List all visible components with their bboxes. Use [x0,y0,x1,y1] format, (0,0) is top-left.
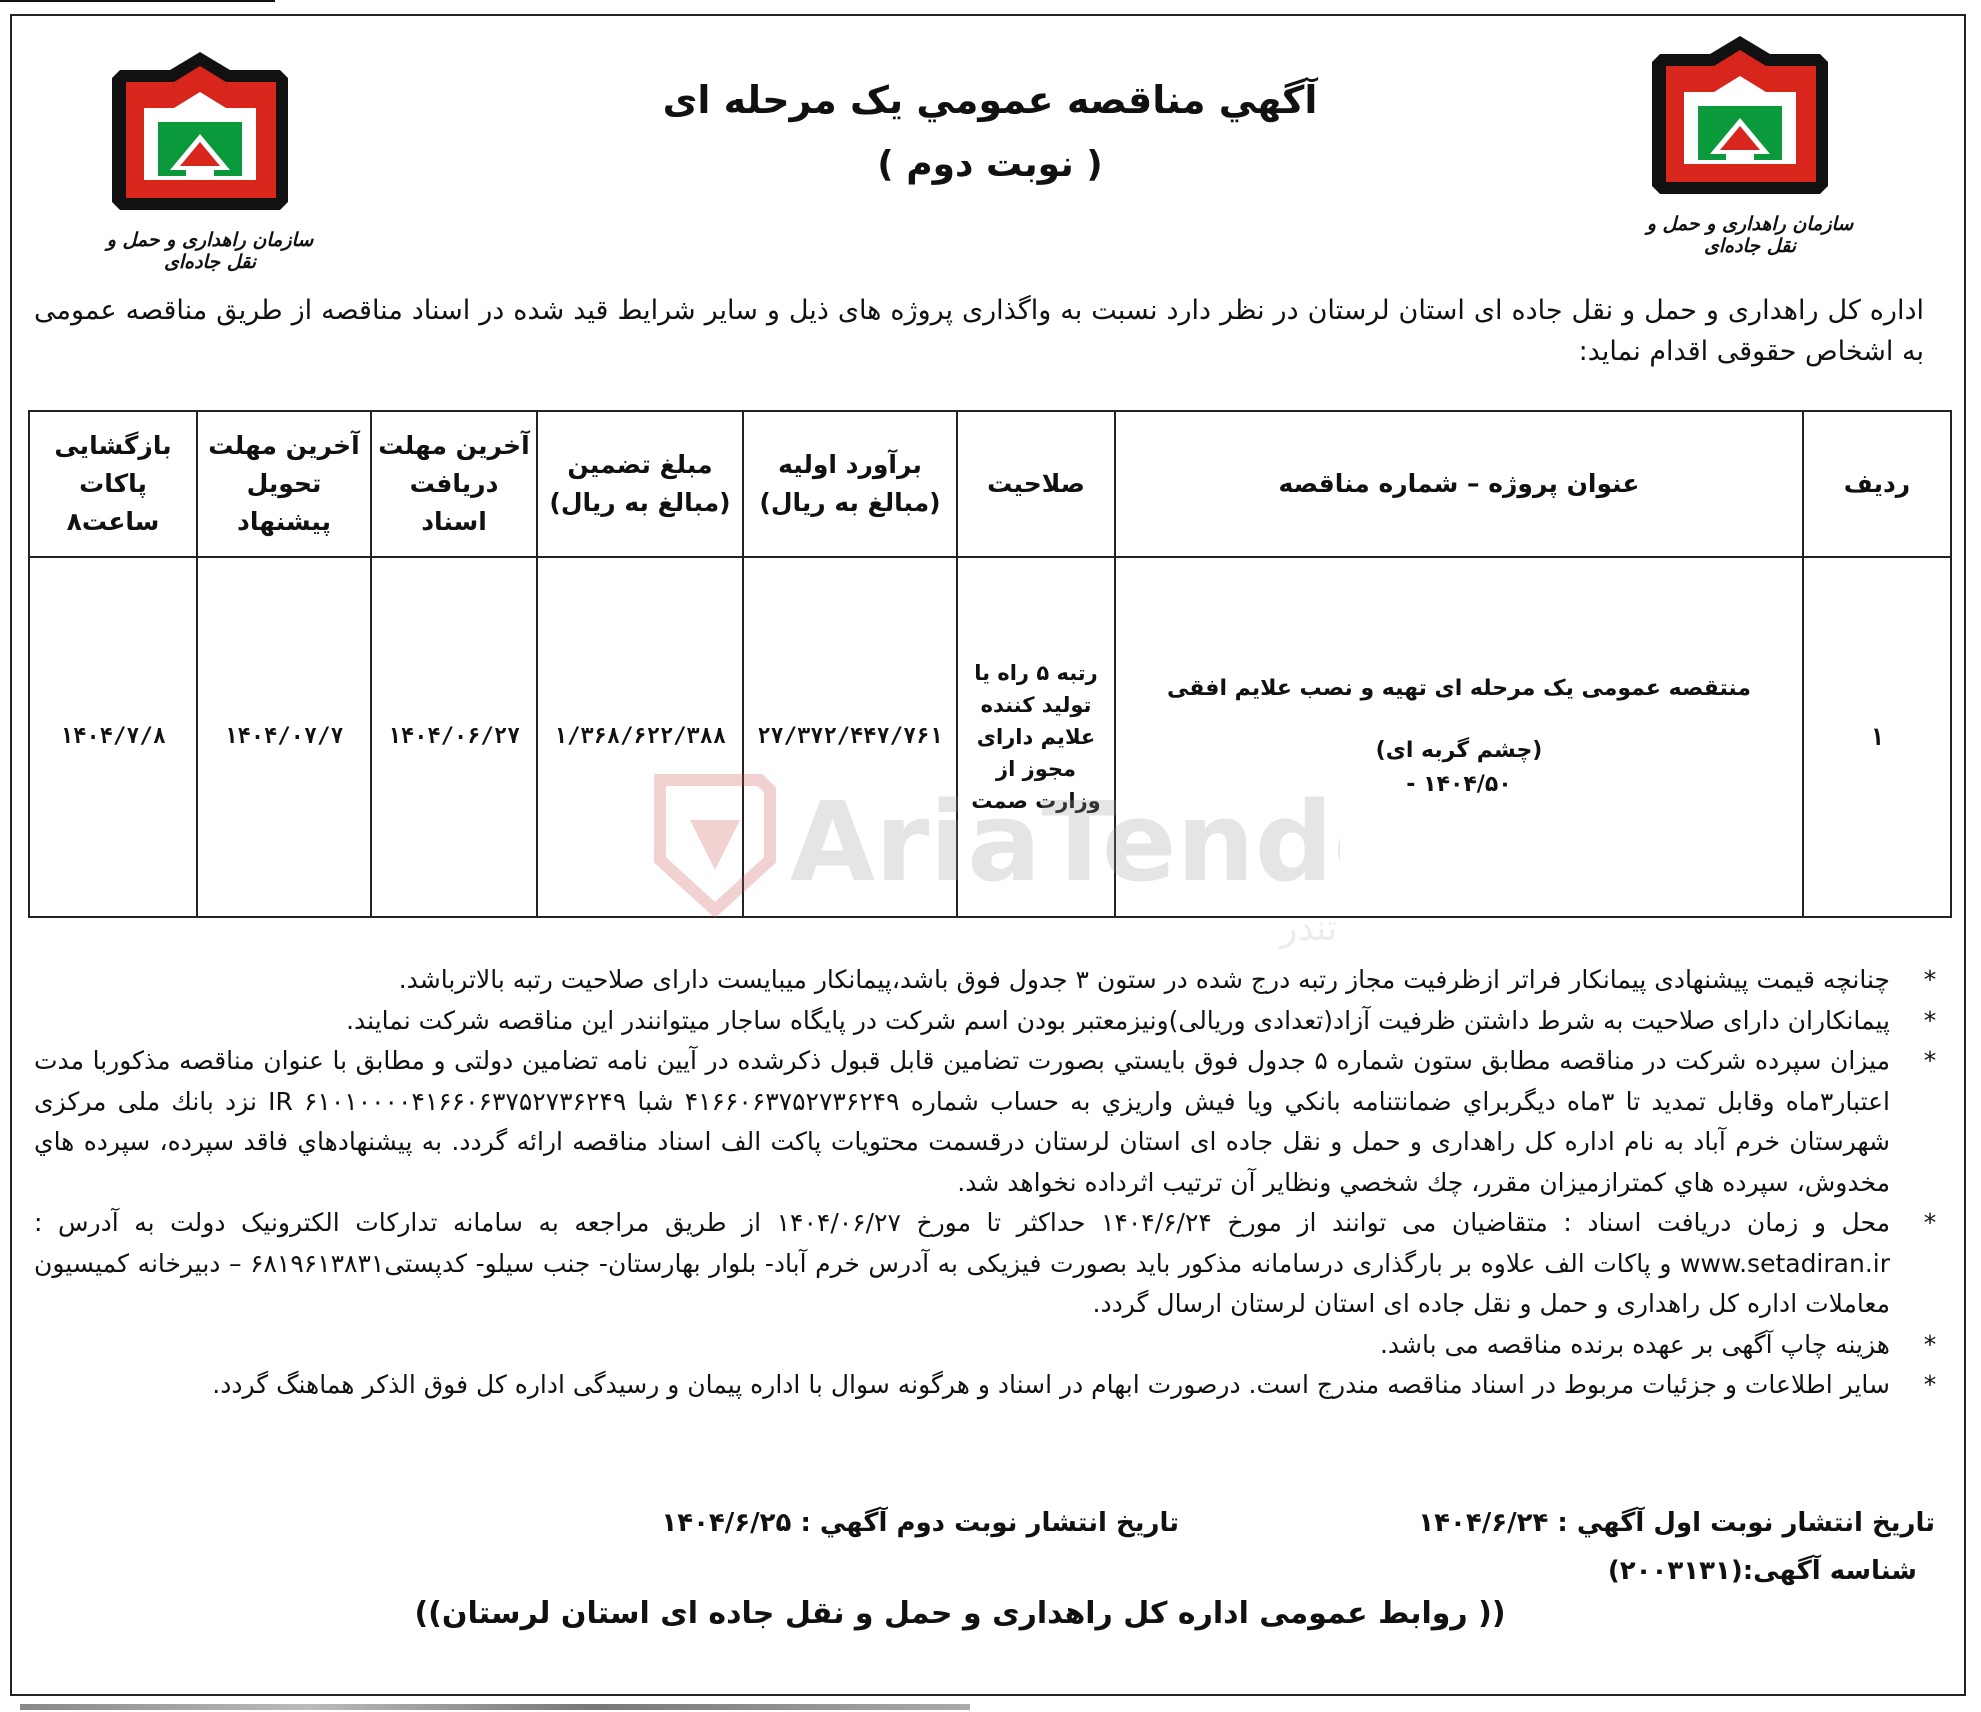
notice-subtitle: ( نوبت دوم ) [877,144,1103,185]
note-item [34,1365,1950,1406]
cell-doc-deadline: ۱۴۰۴/۰۶/۲۷ [371,557,537,917]
cell-offer-deadline: ۱۴۰۴/۰۷/۷ [197,557,371,917]
header-project: عنوان پروژه – شماره مناقصه [1115,411,1803,557]
header-estimate: برآورد اولیه (مبالغ به ریال) [743,411,957,557]
note-text: ميزان سپرده شرکت در مناقصه مطابق ستون شماره ۵ جدول فوق بايستي بصورت تضامین قابل قبول ذکرشده در آیین نامه تضامین دولتی و مطابق با عنوان مناقصه مذکوربا مدت اعتبار۳ماه وقابل تمدید تا ۳ماه ديگربراي ضمانتنامه بانكي ويا فيش واريزي به حساب شماره ۴۱۶۶۰۶۳۷۵۲۷۳۶۲۴۹ شبا IR ۶۱۰۱۰۰۰۰۴۱۶۶۰۶۳۷۵۲۷۳۶۲۴۹ نزد بانك ملی مرکزی شهرستان خرم آباد به نام اداره کل راهداری و حمل و نقل جاده ای استان لرستان درقسمت محتويات پاكت الف اسناد مناقصه ارائه گردد. به پيشنهادهاي فاقد سپرده، سپرده هاي مخدوش، سپرده هاي كمترازميزان مقرر، چك شخصي ونظاير آن ترتيب اثرداده نخواهد شد. [34,1046,1890,1197]
note-bullet: * [1923,1370,1937,1399]
intro-paragraph: اداره کل راهداری و حمل و نقل جاده ای استان لرستان در نظر دارد نسبت به واگذاری پروژه های ذیل و سایر شرایط قید شده در اسناد مناقصه از طریق مناقصه عمومی به اشخاص حقوقی اقدام نماید: [34,295,1924,367]
header-doc-deadline: آخرین مهلت دریافت اسناد [371,411,537,557]
second-publication-date: تاریخ انتشار نوبت دوم آگهي : ۱۴۰۴/۶/۲۵ [661,1508,1179,1538]
first-publication-date: تاریخ انتشار نوبت اول آگهي : ۱۴۰۴/۶/۲۴ [1418,1508,1935,1538]
tender-number: ۱۴۰۴/۵۰ - [1406,772,1512,797]
rmto-logo-right [1640,36,1860,286]
note-text: چنانچه قیمت پیشنهادی پیمانکار فراتر ازظرفیت مجاز رتبه درج شده در ستون ۳ جدول فوق باشد،پیمانکار میبایست دارای صلاحیت رتبه بالاترباشد. [398,965,1890,994]
rmto-emblem-icon [100,52,300,227]
logo-caption: سازمان راهداری و حمل و نقل جاده‌ای [106,229,314,273]
notice-title: آگهي مناقصه عمومي يک مرحله ای [662,78,1318,122]
bottom-strip [20,1704,970,1710]
header-opening: بازگشایی پاکات ساعت۸ [29,411,197,557]
cell-opening: ۱۴۰۴/۷/۸ [29,557,197,917]
table-row [29,557,1951,917]
note-bullet: * [1923,1005,1937,1035]
note-item [34,1001,1950,1042]
note-bullet: * [1923,1208,1937,1237]
note-bullet: * [1923,965,1937,994]
header-row-number: ردیف [1803,411,1951,557]
note-text: هزینه چاپ آگهی بر عهده برنده مناقصه می باشد. [1379,1329,1890,1359]
cell-row-number: ۱ [1803,557,1951,917]
note-item [34,960,1950,1001]
note-item [34,1041,1950,1203]
tender-table [28,410,1952,918]
note-item [34,1325,1950,1366]
project-subtitle: (چشم گربه ای) [1375,738,1543,763]
cell-guarantee: ۱/۳۶۸/۶۲۲/۳۸۸ [537,557,743,917]
table-header-row [29,411,1951,557]
note-text: محل و زمان دریافت اسناد : متقاضیان می توانند از مورخ ۱۴۰۴/۶/۲۴ حداکثر تا مورخ ۱۴۰۴/۰۶/۲۷ از طریق مراجعه به سامانه تدارکات الکترونیک دولت به آدرس : www.setadiran.ir و پاکات الف علاوه بر بارگذاری درسامانه مذکور باید بصورت فیزیکی به آدرس خرم آباد- بلوار بهارستان- جنب سیلو- کدپستی۶۸۱۹۶۱۳۸۳۱ – دبیرخانه کمیسیون معاملات اداره کل راهداری و حمل و نقل جاده ای استان لرستان ارسال گردد. [34,1208,1890,1318]
note-bullet: * [1923,1046,1937,1075]
header-offer-deadline: آخرین مهلت تحویل پیشنهاد [197,411,371,557]
notes-list [34,960,1950,1406]
header-qualification: صلاحیت [957,411,1115,557]
note-item [34,1203,1950,1325]
note-text: سایر اطلاعات و جزئیات مربوط در اسناد مناقصه مندرج است. درصورت ابهام در اسناد و هرگونه سوال با اداره پیمان و رسیدگی اداره کل فوق الذکر هماهنگ گردد. [212,1370,1890,1399]
top-rule [0,0,275,2]
cell-project [1115,557,1803,917]
watermark-brand: AriaTend [790,778,1334,906]
note-text: پیمانکاران دارای صلاحیت به شرط داشتن ظرفیت آزاد(تعدادی وریالی)ونیزمعتبر بودن اسم شرکت در پایگاه ساجار میتوانندر این مناقصه شرکت نمایند. [346,1005,1890,1035]
notice-id: شناسه آگهی:(۲۰۰۳۱۳۱) [1607,1556,1917,1586]
rmto-emblem-icon [1640,36,1840,211]
note-bullet: * [1923,1329,1937,1359]
header-guarantee: مبلغ تضمین (مبالغ به ریال) [537,411,743,557]
footer-signature: (( روابط عمومی اداره کل راهداری و حمل و نقل جاده ای استان لرستان)) [414,1596,1506,1631]
cell-estimate: ۲۷/۳۷۲/۴۴۷/۷۶۱ [743,557,957,917]
project-title: منتقصه عمومی یک مرحله ای تهیه و نصب علایم افقی [1166,676,1752,701]
cell-qualification: رتبه ۵ راه یا تولید کننده علایم دارای مجوز از وزارت صمت [957,557,1115,917]
logo-caption: سازمان راهداری و حمل و نقل جاده‌ای [1646,213,1854,257]
rmto-logo-left [100,52,320,302]
watermark-tagline: تندر [1280,908,1338,949]
